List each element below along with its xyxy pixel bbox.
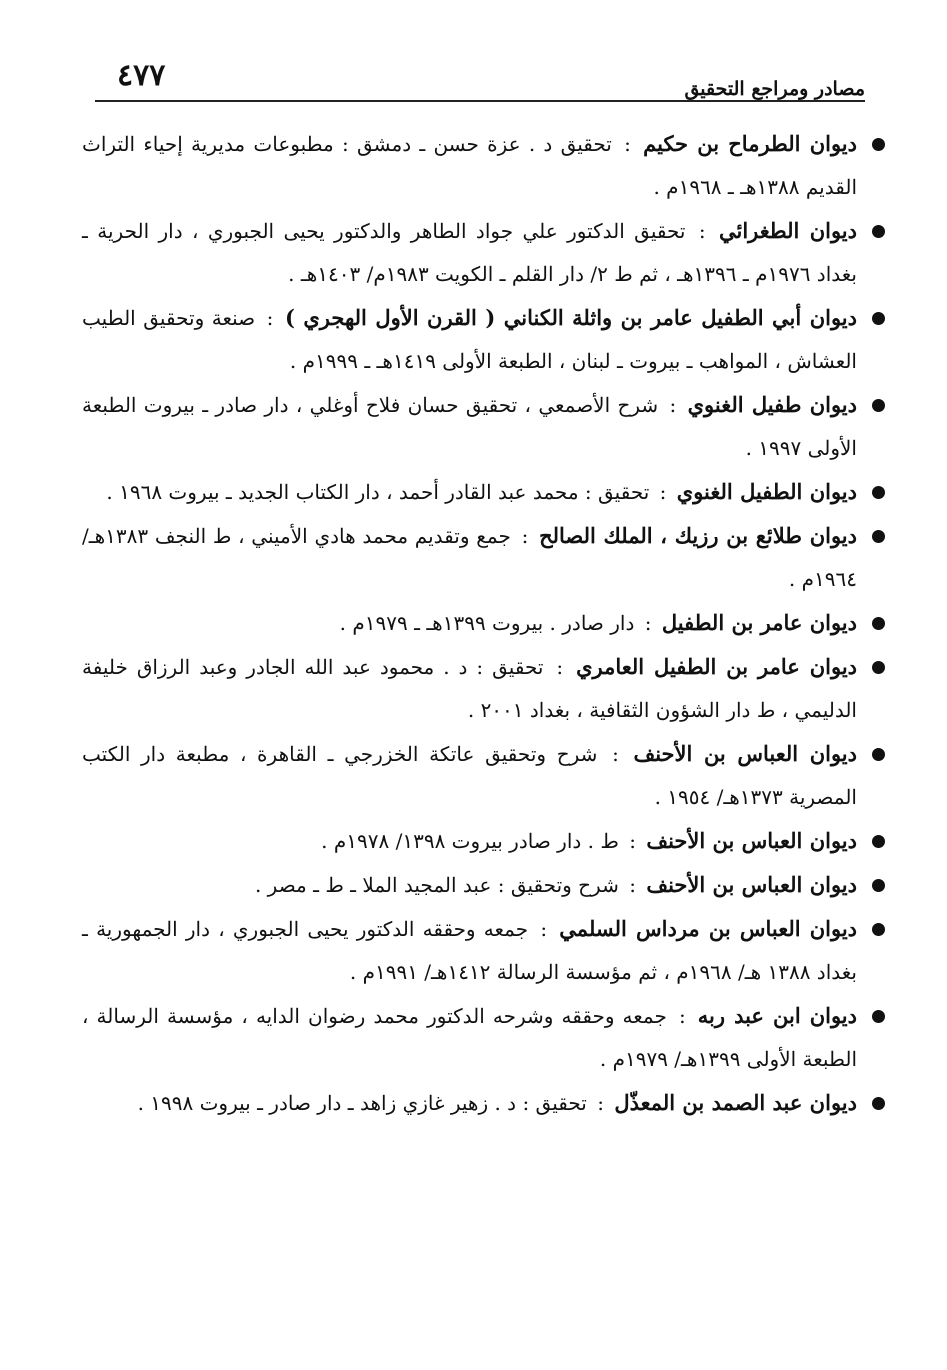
- page-header: [95, 50, 865, 102]
- entry-details: شرح وتحقيق عاتكة الخزرجي ـ القاهرة ، مطبعة دار الكتب المصرية ١٣٧٣هـ/ ١٩٥٤ .: [82, 742, 857, 809]
- entry-separator: :: [669, 393, 677, 417]
- page-number: ٤٧٧: [117, 58, 166, 93]
- entry-details: صنعة وتحقيق الطيب العشاش ، المواهب ـ بيروت ـ لبنان ، الطبعة الأولى ١٤١٩هـ ـ ١٩٩٩م .: [82, 306, 857, 373]
- entry-details: جمع وتقديم محمد هادي الأميني ، ط النجف ١٣٨٣هـ/ ١٩٦٤م .: [82, 524, 857, 591]
- bibliography-entry: [82, 863, 887, 907]
- entry-separator: :: [521, 524, 529, 548]
- entry-separator: :: [556, 655, 564, 679]
- entry-details: ط . دار صادر بيروت ١٣٩٨/ ١٩٧٨م .: [321, 829, 619, 853]
- entry-separator: :: [612, 742, 619, 766]
- entry-title: ديوان طفيل الغنوي: [687, 392, 857, 417]
- bibliography-entry: [82, 383, 887, 470]
- entry-details: تحقيق : محمد عبد القادر أحمد ، دار الكتاب الجديد ـ بيروت ١٩٦٨ .: [106, 480, 650, 504]
- entry-separator: :: [698, 219, 706, 243]
- entry-title: ديوان الطرماح بن حكيم: [643, 131, 857, 156]
- entry-details: تحقيق : د . زهير غازي زاهد ـ دار صادر ـ بيروت ١٩٩٨ .: [137, 1091, 587, 1115]
- entry-title: ديوان الطغرائي: [719, 218, 858, 243]
- bibliography-entry: [82, 296, 887, 383]
- entry-separator: :: [540, 917, 548, 941]
- entry-title: ديوان العباس بن الأحنف: [646, 828, 857, 853]
- entry-title: ديوان العباس بن الأحنف: [646, 872, 857, 897]
- entry-title: ديوان العباس بن مرداس السلمي: [559, 916, 858, 941]
- bibliography-entry: [82, 1081, 887, 1125]
- entry-separator: :: [678, 1004, 686, 1028]
- bibliography-entry: [82, 645, 887, 732]
- bibliography-entry: [82, 470, 887, 514]
- entry-title: ديوان عامر بن الطفيل العامري: [576, 654, 858, 679]
- entry-details: تحقيق د . عزة حسن ـ دمشق : مطبوعات مديرية إحياء التراث القديم ١٣٨٨هـ ـ ١٩٦٨م .: [82, 132, 857, 199]
- bibliography-entry: [82, 907, 887, 994]
- entry-separator: :: [624, 132, 631, 156]
- entry-title: ديوان أبي الطفيل عامر بن واثلة الكناني ( القرن الأول الهجري ): [284, 305, 857, 330]
- bibliography-entry: [82, 994, 887, 1081]
- bibliography-entry: [82, 732, 887, 819]
- entry-details: جمعه وحققه الدكتور يحيى الجبوري ، دار الجمهورية ـ بغداد ١٣٨٨ هـ/ ١٩٦٨م ، ثم مؤسسة الرسالة ١٤١٢هـ/ ١٩٩١م .: [82, 917, 857, 984]
- entry-title: ديوان الطفيل الغنوي: [676, 479, 857, 504]
- bibliography-entry: [82, 601, 887, 645]
- bibliography-entry: [82, 514, 887, 601]
- entry-separator: :: [266, 306, 274, 330]
- entry-separator: :: [629, 829, 636, 853]
- entry-title: ديوان طلائع بن رزيك ، الملك الصالح: [539, 523, 858, 548]
- entry-details: تحقيق الدكتور علي جواد الطاهر والدكتور يحيى الجبوري ، دار الحرية ـ بغداد ١٩٧٦م ـ ١٣٩٦هـ ، ثم ط ٢/ دار القلم ـ الكويت ١٩٨٣م/ ١٤٠٣هـ .: [82, 219, 857, 286]
- entry-details: تحقيق : د . محمود عبد الله الجادر وعبد الرزاق خليفة الدليمي ، ط دار الشؤون الثقافية ، بغداد ٢٠٠١ .: [82, 655, 857, 722]
- bibliography-list: [82, 122, 887, 1125]
- entry-separator: :: [629, 873, 636, 897]
- entry-separator: :: [659, 480, 667, 504]
- entry-title: ديوان العباس بن الأحنف: [633, 741, 858, 766]
- entry-separator: :: [597, 1091, 604, 1115]
- bibliography-entry: [82, 819, 887, 863]
- running-title: مصادر ومراجع التحقيق: [684, 78, 865, 100]
- entry-details: شرح الأصمعي ، تحقيق حسان فلاح أوغلي ، دار صادر ـ بيروت الطبعة الأولى ١٩٩٧ .: [82, 393, 857, 460]
- entry-details: شرح وتحقيق : عبد المجيد الملا ـ ط ـ مصر .: [254, 873, 619, 897]
- entry-details: دار صادر . بيروت ١٣٩٩هـ ـ ١٩٧٩م .: [339, 611, 635, 635]
- entry-title: ديوان عامر بن الطفيل: [661, 610, 857, 635]
- entry-details: جمعه وحققه وشرحه الدكتور محمد رضوان الدايه ، مؤسسة الرسالة ، الطبعة الأولى ١٣٩٩هـ/ ١٩٧٩م .: [82, 1004, 857, 1071]
- bibliography-entry: [82, 122, 887, 209]
- entry-title: ديوان عبد الصمد بن المعذّل: [614, 1090, 857, 1115]
- bibliography-entry: [82, 209, 887, 296]
- entry-title: ديوان ابن عبد ربه: [697, 1003, 858, 1028]
- entry-separator: :: [644, 611, 652, 635]
